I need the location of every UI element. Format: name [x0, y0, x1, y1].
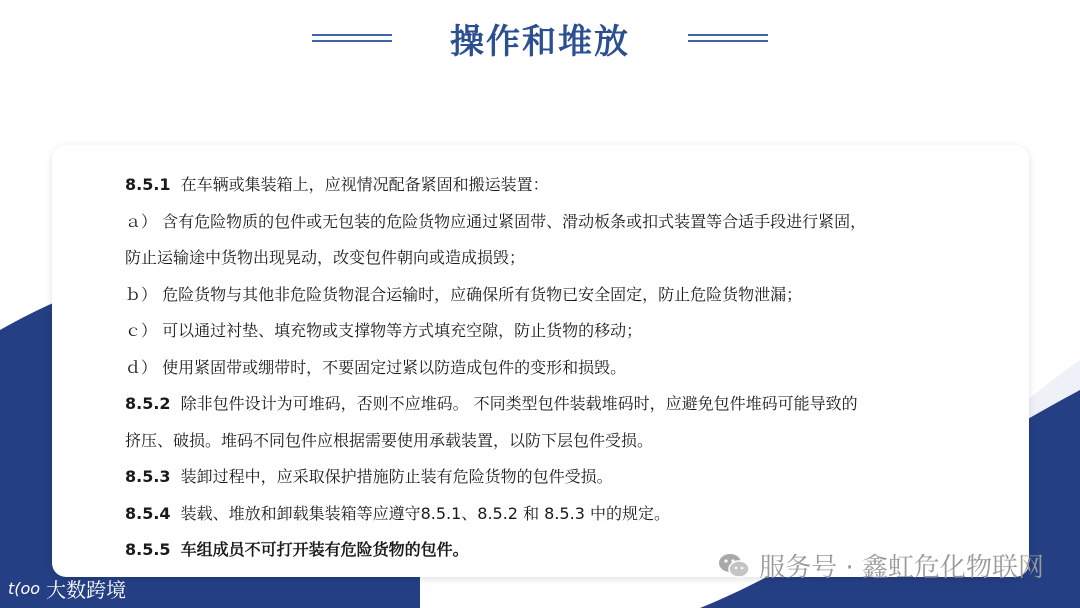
text-line: 防止运输途中货物出现晃动，改变包件朝向或造成损毁；	[125, 248, 526, 267]
text-line: 8.5.1 在车辆或集装箱上，应视情况配备紧固和搬运装置：	[125, 175, 549, 194]
text-line: 8.5.5 车组成员不可打开装有危险货物的包件。	[125, 540, 469, 559]
text-line: ａ） 含有危险物质的包件或无包装的危险货物应通过紧固带、滑动板条或扣式装置等合适手段进行紧固，	[125, 211, 867, 231]
page-header	[0, 14, 1080, 62]
section-number: 8.5.1	[125, 175, 171, 194]
text-line: 8.5.4 装载、堆放和卸载集装箱等应遵守8.5.1、8.5.2 和 8.5.3 中的规定。	[125, 503, 670, 523]
logo-text: 大数跨境	[46, 578, 127, 602]
watermark-text: 服务号 · 鑫虹危化物联网	[759, 553, 1044, 583]
page-title: 操作和堆放	[450, 21, 630, 62]
wechat-icon	[717, 551, 751, 581]
regulation-text	[125, 167, 975, 569]
text-line: ｂ） 危险货物与其他非危险货物混合运输时，应确保所有货物已安全固定，防止危险货物泄漏；	[125, 284, 803, 304]
title-decoration-right	[688, 34, 768, 42]
content-card	[52, 145, 1029, 577]
section-number: 8.5.4	[125, 503, 171, 523]
wechat-watermark	[717, 547, 1044, 584]
brand-logo	[8, 574, 126, 603]
section-number: 8.5.5	[125, 540, 171, 559]
text-line: 挤压、破损。堆码不同包件应根据需要使用承载装置，以防下层包件受损。	[125, 430, 654, 450]
section-number: 8.5.3	[125, 467, 171, 486]
text-line: 8.5.2 除非包件设计为可堆码，否则不应堆码。 不同类型包件装载堆码时，应避免包件堆码可能导致的	[125, 394, 858, 413]
section-number: 8.5.2	[125, 394, 171, 413]
text-line: ｃ） 可以通过衬垫、填充物或支撑物等方式填充空隙，防止货物的移动；	[125, 321, 643, 340]
text-line: 8.5.3 装卸过程中，应采取保护措施防止装有危险货物的包件受损。	[125, 467, 613, 486]
logo-mark: t(oo	[8, 579, 41, 598]
title-decoration-left	[312, 34, 392, 42]
text-line: ｄ） 使用紧固带或绷带时，不要固定过紧以防造成包件的变形和损毁。	[125, 357, 627, 377]
